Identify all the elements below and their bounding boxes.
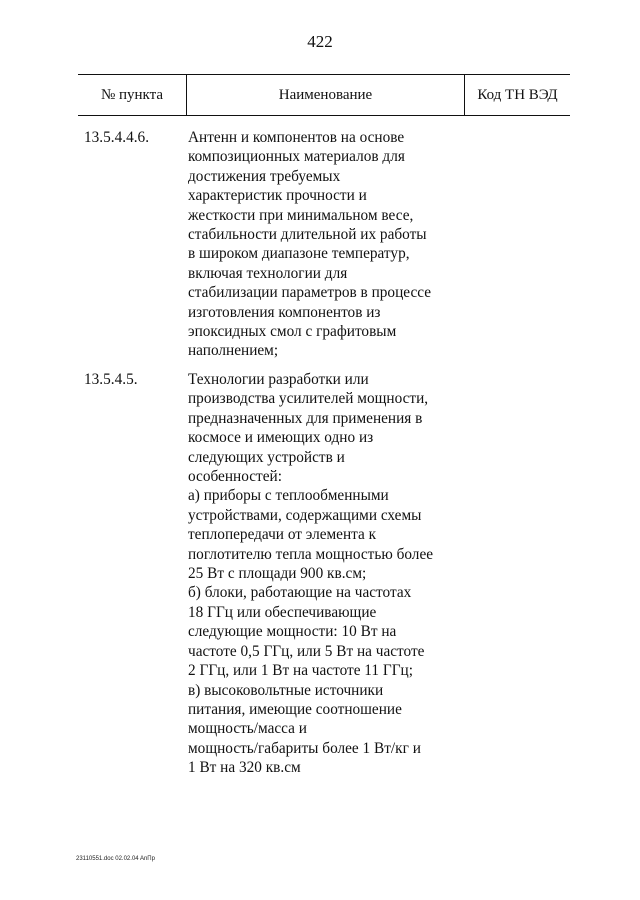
item-number: 13.5.4.4.6. — [84, 129, 150, 146]
text-line: жесткости при минимальном весе, — [188, 206, 414, 224]
text-line: 18 ГГц или обеспечивающие — [188, 603, 377, 621]
header-item-number: № пункта — [100, 86, 164, 103]
text-line: предназначенных для применения в — [188, 409, 423, 427]
text-line: а) приборы с теплообменными — [188, 487, 389, 505]
text-line: в) высоковольтные источники — [188, 681, 384, 699]
text-line: стабильности длительной их работы — [188, 226, 427, 244]
text-line: устройствами, содержащими схемы — [188, 506, 422, 524]
text-line: частоте 0,5 ГГц, или 5 Вт на частоте — [188, 642, 425, 660]
text-line: эпоксидных смол с графитовым — [188, 323, 397, 341]
text-line: в широком диапазоне температур, — [188, 245, 410, 263]
text-line: следующие мощности: 10 Вт на — [188, 623, 397, 641]
text-line: характеристик прочности и — [188, 187, 367, 205]
text-line: наполнением; — [188, 342, 279, 360]
text-line: космосе и имеющих одно из — [188, 429, 374, 447]
text-line: 25 Вт с площади 900 кв.см; — [188, 565, 367, 583]
text-line: стабилизации параметров в процессе — [188, 284, 431, 302]
header-item-code: Код ТН ВЭД — [477, 86, 558, 103]
text-line: производства усилителей мощности, — [188, 390, 429, 408]
text-line: особенностей: — [188, 468, 282, 486]
text-line: Антенн и компонентов на основе — [188, 129, 405, 146]
text-line: 2 ГГц, или 1 Вт на частоте 11 ГГц; — [188, 662, 413, 680]
text-line: питания, имеющие соотношение — [188, 700, 402, 718]
text-line: следующих устройств и — [188, 448, 345, 466]
text-line: б) блоки, работающие на частотах — [188, 584, 412, 602]
item-description — [188, 370, 468, 778]
item-number: 13.5.4.5. — [84, 371, 138, 388]
text-line: мощность/габариты более 1 Вт/кг и — [188, 739, 421, 757]
table-header — [78, 74, 570, 116]
text-line: теплопередачи от элемента к — [188, 526, 377, 544]
text-line: включая технологии для — [188, 264, 348, 282]
text-line: поглотителю тепла мощностью более — [188, 545, 434, 563]
item-description — [188, 128, 468, 361]
footer-file-code: 23110551.doc 02.02.04 AnПр — [76, 856, 155, 862]
text-line: мощность/масса и — [188, 720, 307, 738]
text-line: композиционных материалов для — [188, 148, 405, 166]
page-number: 422 — [307, 32, 333, 51]
text-line: изготовления компонентов из — [188, 303, 381, 321]
text-line: 1 Вт на 320 кв.см — [188, 759, 301, 777]
text-line: Технологии разработки или — [188, 371, 369, 388]
header-item-name: Наименование — [186, 75, 465, 115]
text-line: достижения требуемых — [188, 167, 341, 185]
